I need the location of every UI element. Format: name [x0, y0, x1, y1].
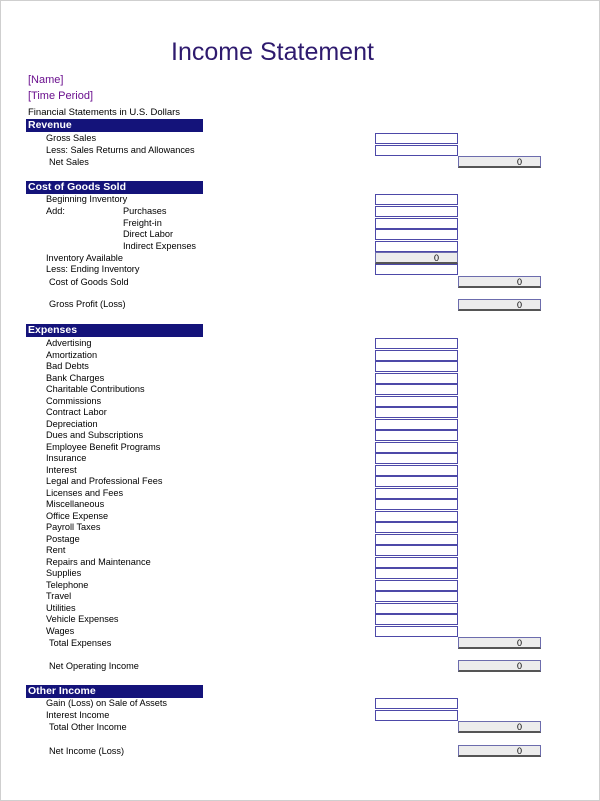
expense-label: Interest [46, 465, 77, 475]
label-gross-profit: Gross Profit (Loss) [49, 299, 126, 309]
label-indirect-expenses: Indirect Expenses [123, 241, 197, 251]
page-title: Income Statement [171, 38, 374, 66]
input-returns[interactable] [375, 145, 458, 156]
value-net-sales: 0 [458, 156, 541, 168]
expense-label: Bad Debts [46, 361, 89, 371]
value-total-other-income: 0 [458, 721, 541, 733]
expense-label: Commissions [46, 396, 102, 406]
expense-label: Office Expense [46, 511, 109, 521]
label-total-expenses: Total Expenses [49, 638, 112, 648]
section-header-other-income: Other Income [26, 685, 203, 698]
expense-label: Postage [46, 534, 80, 544]
value-total-expenses: 0 [458, 637, 541, 649]
value-cogs-total: 0 [458, 276, 541, 288]
expense-label: Travel [46, 591, 72, 601]
label-freight: Freight-in [123, 218, 162, 228]
expense-label: Dues and Subscriptions [46, 430, 144, 440]
label-inventory-available: Inventory Available [46, 253, 123, 263]
label-returns: Less: Sales Returns and Allowances [46, 145, 195, 155]
input-freight[interactable] [375, 218, 458, 229]
input-purchases[interactable] [375, 206, 458, 217]
input-direct-labor[interactable] [375, 229, 458, 240]
section-header-expenses: Expenses [26, 324, 203, 337]
label-add: Add: [46, 206, 65, 216]
expense-input[interactable] [375, 465, 458, 476]
value-net-operating-income: 0 [458, 660, 541, 672]
expense-input[interactable] [375, 557, 458, 568]
expense-input[interactable] [375, 626, 458, 637]
input-gross-sales[interactable] [375, 133, 458, 144]
expense-input[interactable] [375, 373, 458, 384]
label-net-sales: Net Sales [49, 157, 89, 167]
expense-label: Contract Labor [46, 407, 107, 417]
expense-input[interactable] [375, 453, 458, 464]
section-header-cogs: Cost of Goods Sold [26, 181, 203, 194]
expense-input[interactable] [375, 476, 458, 487]
expense-label: Charitable Contributions [46, 384, 145, 394]
input-gain-loss-assets[interactable] [375, 698, 458, 709]
expense-input[interactable] [375, 580, 458, 591]
expense-label: Insurance [46, 453, 87, 463]
value-inventory-available: 0 [375, 252, 458, 264]
expense-label: Miscellaneous [46, 499, 105, 509]
expense-label: Payroll Taxes [46, 522, 101, 532]
expense-label: Rent [46, 545, 66, 555]
label-net-operating-income: Net Operating Income [49, 661, 139, 671]
expense-input[interactable] [375, 511, 458, 522]
expense-input[interactable] [375, 545, 458, 556]
expense-input[interactable] [375, 614, 458, 625]
input-ending-inventory[interactable] [375, 264, 458, 275]
expense-input[interactable] [375, 419, 458, 430]
expense-input[interactable] [375, 407, 458, 418]
label-ending-inventory: Less: Ending Inventory [46, 264, 140, 274]
expense-label: Repairs and Maintenance [46, 557, 151, 567]
value-net-income: 0 [458, 745, 541, 757]
expense-input[interactable] [375, 591, 458, 602]
label-beginning-inventory: Beginning Inventory [46, 194, 128, 204]
expense-label: Wages [46, 626, 75, 636]
expense-input[interactable] [375, 568, 458, 579]
label-total-other-income: Total Other Income [49, 722, 127, 732]
expense-input[interactable] [375, 350, 458, 361]
expense-input[interactable] [375, 430, 458, 441]
label-interest-income: Interest Income [46, 710, 110, 720]
section-header-revenue: Revenue [26, 119, 203, 132]
input-interest-income[interactable] [375, 710, 458, 721]
input-beginning-inventory[interactable] [375, 194, 458, 205]
label-net-income: Net Income (Loss) [49, 746, 125, 756]
expense-input[interactable] [375, 603, 458, 614]
expense-label: Advertising [46, 338, 92, 348]
time-period[interactable]: [Time Period] [28, 90, 94, 102]
expense-input[interactable] [375, 361, 458, 372]
expense-label: Bank Charges [46, 373, 105, 383]
label-gain-loss-assets: Gain (Loss) on Sale of Assets [46, 698, 168, 708]
company-name[interactable]: [Name] [28, 74, 64, 86]
currency-note: Financial Statements in U.S. Dollars [28, 107, 181, 118]
expense-label: Legal and Professional Fees [46, 476, 163, 486]
expense-label: Depreciation [46, 419, 98, 429]
expense-input[interactable] [375, 534, 458, 545]
label-cogs-total: Cost of Goods Sold [49, 277, 129, 287]
expense-input[interactable] [375, 488, 458, 499]
expense-label: Amortization [46, 350, 98, 360]
expense-input[interactable] [375, 338, 458, 349]
input-indirect-expenses[interactable] [375, 241, 458, 252]
label-direct-labor: Direct Labor [123, 229, 174, 239]
expense-input[interactable] [375, 384, 458, 395]
expense-label: Telephone [46, 580, 89, 590]
label-gross-sales: Gross Sales [46, 133, 97, 143]
expense-input[interactable] [375, 442, 458, 453]
expense-label: Licenses and Fees [46, 488, 124, 498]
expense-input[interactable] [375, 499, 458, 510]
label-purchases: Purchases [123, 206, 167, 216]
value-gross-profit: 0 [458, 299, 541, 311]
expense-input[interactable] [375, 522, 458, 533]
expense-label: Utilities [46, 603, 76, 613]
expense-label: Vehicle Expenses [46, 614, 119, 624]
expense-label: Supplies [46, 568, 82, 578]
expense-input[interactable] [375, 396, 458, 407]
expense-label: Employee Benefit Programs [46, 442, 161, 452]
